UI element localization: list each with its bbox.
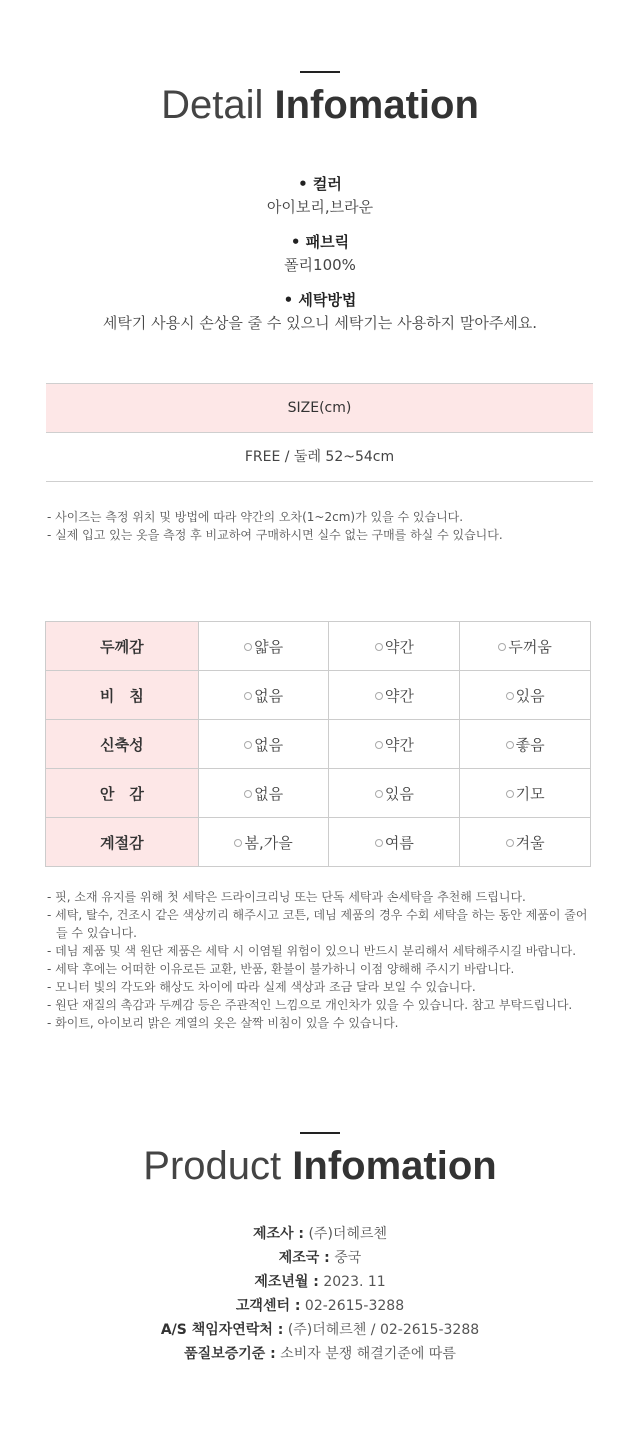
info-value: 02-2615-3288 [304,1298,405,1314]
detail-title-light: Detail [161,83,264,127]
circle-icon [375,643,383,651]
option-label: 얇음 [254,637,284,656]
spec-color [0,173,640,219]
note-item: - 세탁, 탈수, 건조시 같은 색상끼리 해주시고 코튼, 데님 제품의 경우 수회 세탁을 하는 동안 제품이 줄어들 수 있습니다. [47,908,588,940]
product-title-light: Product [143,1144,282,1188]
circle-icon [375,839,383,847]
option-cell [460,671,591,720]
note-item: - 모니터 빛의 각도와 해상도 차이에 따라 실제 색상과 조금 달라 보일 수 있습니다. [47,980,476,994]
product-title [0,1141,640,1191]
info-date [0,1270,640,1294]
option-cell [460,720,591,769]
info-as-contact [0,1318,640,1342]
row-label: 두께감 [46,622,199,671]
option-cell [198,671,329,720]
note-item: - 세탁 후에는 어떠한 이유로든 교환, 반품, 환불이 불가하니 이점 양해해 주시기 바랍니다. [47,962,515,976]
info-value: (주)더헤르첸 [308,1226,388,1242]
note-item: - 원단 재질의 촉감과 두께감 등은 주관적인 느낌으로 개인차가 있을 수 있습니다. 참고 부탁드립니다. [47,998,573,1012]
row-label: 비 침 [46,671,199,720]
spec-value: 세탁기 사용시 손상을 줄 수 있으니 세탁기는 사용하지 말아주세요. [102,314,538,332]
size-table-row: FREE / 둘레 52~54cm [46,433,593,482]
info-country [0,1246,640,1270]
product-title-bold: Infomation [292,1144,497,1188]
circle-icon [506,741,514,749]
info-value: 중국 [334,1250,362,1266]
info-label: 고객센터 : [235,1298,301,1314]
option-cell [329,818,460,867]
option-cell [460,622,591,671]
spec-label: • 컬러 [298,175,342,193]
option-label: 봄,가을 [244,833,293,852]
circle-icon [506,790,514,798]
option-cell [329,671,460,720]
option-cell [198,818,329,867]
note-item: - 핏, 소재 유지를 위해 첫 세탁은 드라이크리닝 또는 단독 세탁과 손세탁을 추천해 드립니다. [47,890,526,904]
detail-title [0,80,640,130]
spec-washing [0,289,640,335]
option-cell [198,769,329,818]
option-label: 약간 [384,637,414,656]
option-label: 있음 [515,686,545,705]
option-label: 약간 [384,735,414,754]
info-label: 제조년월 : [254,1274,319,1290]
info-quality-standard [0,1342,640,1366]
table-row [46,720,591,769]
size-table [46,383,593,482]
option-label: 두꺼움 [508,637,552,656]
info-customer-center [0,1294,640,1318]
option-label: 기모 [515,784,545,803]
size-notes [47,508,503,544]
circle-icon [498,643,506,651]
circle-icon [375,692,383,700]
circle-icon [244,643,252,651]
detail-title-bold: Infomation [274,83,479,127]
circle-icon [244,790,252,798]
table-row [46,818,591,867]
row-label: 안 감 [46,769,199,818]
info-value: (주)더헤르첸 / 02-2615-3288 [287,1322,480,1338]
care-notes [47,888,597,1032]
table-row [46,671,591,720]
spec-value: 폴리100% [284,256,356,274]
circle-icon [244,692,252,700]
spec-label: • 세탁방법 [283,291,357,309]
circle-icon [234,839,242,847]
note-item: - 화이트, 아이보리 밝은 계열의 옷은 살짝 비침이 있을 수 있습니다. [47,1016,399,1030]
info-label: 제조사 : [252,1226,305,1242]
option-cell [198,720,329,769]
spec-fabric [0,231,640,277]
circle-icon [375,790,383,798]
circle-icon [244,741,252,749]
option-label: 없음 [254,784,284,803]
table-row [46,622,591,671]
circle-icon [506,692,514,700]
option-cell [460,769,591,818]
option-label: 겨울 [515,833,545,852]
table-row [46,769,591,818]
option-label: 있음 [384,784,414,803]
product-title-rule [300,1132,340,1134]
product-info-list [0,1222,640,1366]
option-cell [329,720,460,769]
option-cell [329,769,460,818]
circle-icon [375,741,383,749]
option-label: 없음 [254,735,284,754]
spec-value: 아이보리,브라운 [266,198,374,216]
spec-label: • 패브릭 [290,233,350,251]
info-label: 제조국 : [278,1250,330,1266]
option-label: 여름 [384,833,414,852]
option-label: 없음 [254,686,284,705]
row-label: 신축성 [46,720,199,769]
circle-icon [506,839,514,847]
option-label: 약간 [384,686,414,705]
option-label: 좋음 [515,735,545,754]
note-item: - 사이즈는 측정 위치 및 방법에 따라 약간의 오차(1~2cm)가 있을 수 있습니다. [47,510,464,524]
size-table-header: SIZE(cm) [46,384,593,433]
fabric-feel-table [45,621,591,867]
info-label: 품질보증기준 : [184,1346,276,1362]
info-manufacturer [0,1222,640,1246]
option-cell [198,622,329,671]
note-item: - 실제 입고 있는 옷을 측정 후 비교하여 구매하시면 실수 없는 구매를 하실 수 있습니다. [47,528,503,542]
option-cell [460,818,591,867]
info-value: 2023. 11 [323,1274,386,1290]
note-item: - 데님 제품 및 색 원단 제품은 세탁 시 이염될 위험이 있으니 반드시 분리해서 세탁해주시길 바랍니다. [47,944,577,958]
option-cell [329,622,460,671]
info-value: 소비자 분쟁 해결기준에 따름 [280,1346,456,1362]
info-label: A/S 책임자연락처 : [160,1322,284,1338]
detail-title-rule [300,71,340,73]
row-label: 계절감 [46,818,199,867]
